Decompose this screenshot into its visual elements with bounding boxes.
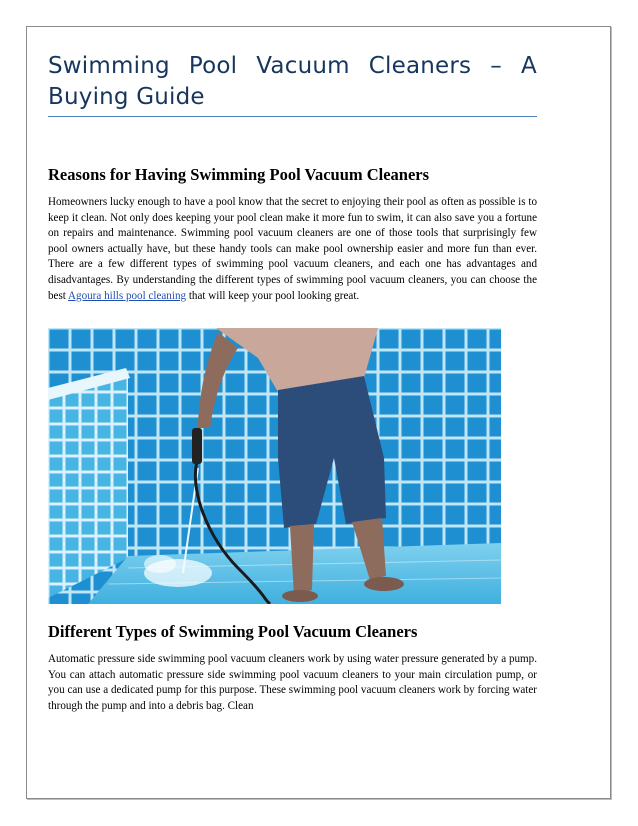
pool-cleaning-photo (48, 328, 501, 604)
agoura-hills-pool-cleaning-link[interactable]: Agoura hills pool cleaning (68, 289, 187, 302)
section-paragraph-reasons (48, 195, 537, 304)
section-paragraph-types: Automatic pressure side swimming pool vacuum cleaners work by using water pressure generated by a pump. You can attach automatic pressure side swimming pool vacuum cleaners to your main circulation pump, or you can use a dedicated pump for this purpose. These swimming pool vacuum cleaners work by forcing water through the pump and into a debris bag. Clean (48, 653, 537, 712)
paragraph-text-before-link: Homeowners lucky enough to have a pool know that the secret to enjoying their pool as often as possible is to keep it clean. Not only does keeping your pool clean make it more fun to swim, it can also save you a fortune on repairs and maintenance. Swimming pool vacuum cleaners are one of those tools that surprisingly few pool owners actually have, but these handy tools can make pool ownership easier and more fun than ever. There are a few different types of swimming pool vacuum cleaners, and each one has advantages and disadvantages. By understanding the different types of swimming pool vacuum cleaners, you can choose the best (48, 196, 537, 302)
worker-left-foot (282, 590, 318, 602)
worker-right-foot (364, 577, 404, 591)
title-underline-rule (48, 116, 537, 117)
section-heading-types: Different Types of Swimming Pool Vacuum Cleaners (48, 622, 418, 641)
document-title: Swimming Pool Vacuum Cleaners – A Buying Guide (48, 53, 537, 110)
section-heading-reasons: Reasons for Having Swimming Pool Vacuum Cleaners (48, 165, 430, 184)
spray-gun (192, 428, 202, 464)
pool-cleaning-illustration (48, 328, 501, 604)
worker-left-leg (290, 524, 314, 596)
paragraph-text-after-link: that will keep your pool looking great. (186, 289, 360, 302)
